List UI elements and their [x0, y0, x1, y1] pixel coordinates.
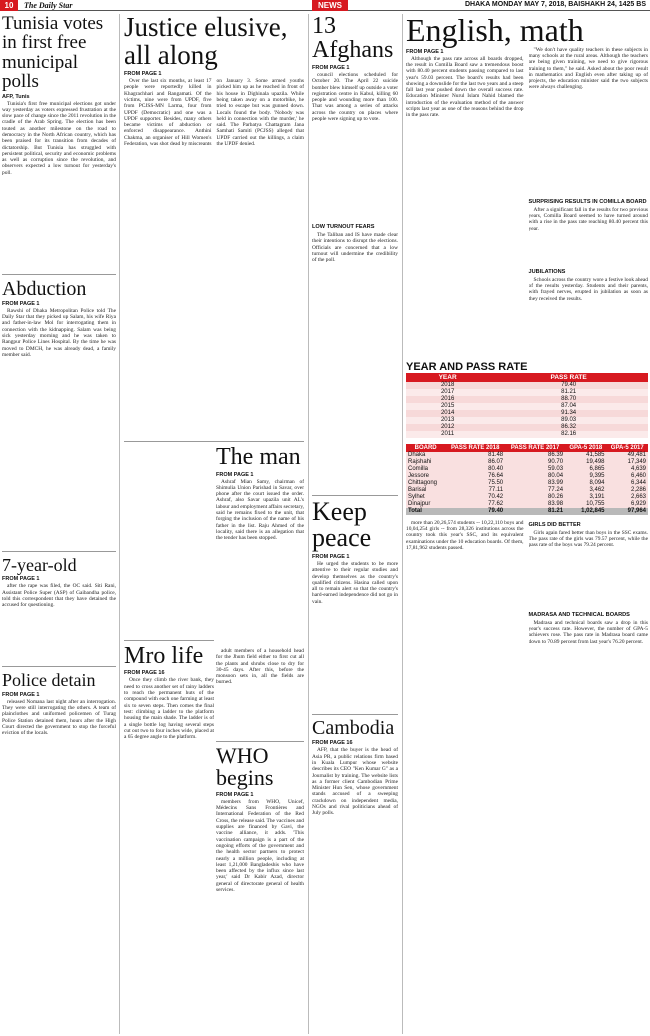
jump-source: FROM PAGE 1 [312, 64, 350, 71]
headline-the-man[interactable]: The man [216, 444, 301, 471]
table-cell: 76.64 [445, 473, 505, 480]
table-cell: 1,02,845 [565, 508, 606, 515]
table-row [406, 424, 648, 431]
table-cell: 49,481 [607, 452, 649, 459]
headline-mro-life[interactable]: Mro life [124, 643, 204, 669]
table-cell: 2017 [406, 389, 489, 396]
table-cell: Chittagong [406, 480, 445, 487]
table-cell: 6,460 [607, 473, 649, 480]
table-row [406, 508, 648, 515]
table-cell: 2011 [406, 431, 489, 438]
table-cell: Comilla [406, 466, 445, 473]
article-body-7-year-old: after the rape was filed, the OC said. Siti Rani, Assistant Police Super (ASP) of Gaibandha police, told this correspondent that they have detained the accused for questioning. [2, 583, 116, 609]
table-cell: 6,344 [607, 480, 649, 487]
section-label: NEWS [312, 0, 348, 11]
jump-source: FROM PAGE 16 [312, 740, 353, 747]
table-cell: Dhaka [406, 452, 445, 459]
column-header: GPA-5 2018 [565, 444, 606, 452]
article-body-13-afghans: council elections scheduled for October 20. The April 22 suicide bomber blew himself up outside a voter registration centre in Kabul, killing 60 people and wounding more than 100. That was among a series of attacks across the country on places where people were signing up to vote. [312, 71, 398, 123]
column-1 [2, 14, 120, 1034]
table-cell: 88.70 [489, 396, 648, 403]
table-row [406, 480, 648, 487]
table-row [406, 410, 648, 417]
table-cell: 9,395 [565, 473, 606, 480]
table-cell: 3,462 [565, 487, 606, 494]
table-cell: 2013 [406, 417, 489, 424]
column-2a [124, 640, 214, 1034]
article-body-keep-peace: He urged the students to be more attentive to their regular studies and develop themselves as the country's qualified citizens. Hasina called upon all to remain alert so that the country's hard-earned independence did not go in vain. [312, 560, 398, 605]
article-body-justice: Over the last six months, at least 17 people were reportedly killed in Khagrachhari and Rangamati. Of the victims, nine were from UPDF, five from PCJSS-MN Larma, four from UPDF (Democratic) and one was a UPDF supporter. Besides, many others became victims of abduction or enforced disappearance. Anthini Chakma, an organiser of Hill Women's Federation, was shot dead by miscreants on January 3. Some armed youths picked him up as he reached in front of his house in Dighinala upazila. While being taken away on a motorbike, he tried to escape but was gunned down. Locals found the body. 'Nobody was held in connection with the murder,' he said. The Parbatya Chattagram Jana Samhati Samiti (PCJSS) alleged that UPDF carried out the killings, a claim the UPDF denied. [124, 78, 304, 148]
jump-source: FROM PAGE 1 [2, 300, 40, 307]
table-cell: 75.50 [445, 480, 505, 487]
table-cell: 79.40 [489, 382, 648, 389]
article-body-police-detain: released Nomana last night after an interrogation. They were still interrogating the others. A team of plainclothes and uniformed policemen of Turag Police Station detained them, hours after the High Court directed the government to stop the forceful eviction of the locals. [2, 698, 116, 737]
column-3 [308, 14, 398, 1034]
table-cell: 81.21 [505, 508, 565, 515]
table-cell: 59.03 [505, 466, 565, 473]
subhead-jubilations: JUBILATIONS [528, 268, 566, 275]
table-cell: 2,286 [607, 487, 649, 494]
table-cell: 4,639 [607, 466, 649, 473]
table-cell: Jessore [406, 473, 445, 480]
headline-who-begins[interactable]: WHO begins [216, 743, 274, 791]
column-header: PASS RATE 2018 [445, 444, 505, 452]
table-cell: 6,865 [565, 466, 606, 473]
page-header [0, 0, 650, 11]
table-cell: 87.04 [489, 403, 648, 410]
jump-source: FROM PAGE 1 [312, 553, 350, 560]
table-cell: 41,585 [565, 452, 606, 459]
article-body-cambodia: AFP, that the buyer is the head of Asia PR, a public relations firm based in Kuala Lumpur whose website describes its CEO "Ken Kumar G" as a Journalist by training. The website lists as a former client Cambodian Prime Minister Hun Sen, whose government stands accused of a sweeping crackdown on independent media, NGOs and rival politicians ahead of July polls. [312, 747, 398, 817]
jump-source: FROM PAGE 1 [2, 691, 40, 698]
jump-source: FROM PAGE 1 [124, 71, 162, 78]
column-header: PASS RATE 2017 [505, 444, 565, 452]
table-row [406, 494, 648, 501]
table-row [406, 459, 648, 466]
dateline: AFP, Tunis [2, 93, 30, 100]
column-header: PASS RATE [489, 373, 648, 382]
table-cell: 91.34 [489, 410, 648, 417]
column-header: BOARD [406, 444, 445, 452]
table-cell: 17,349 [607, 459, 649, 466]
table-cell: 2018 [406, 382, 489, 389]
article-body-madrasa: Madrasa and technical boards saw a drop in this year's success rate. However, the number of GPA-5 achievers rose. The pass rate in Madrasa board came down to 70.89 percent from last year's 76.20 percent. [528, 619, 648, 645]
table-cell: 80.26 [505, 494, 565, 501]
column-header: GPA-5 2017 [607, 444, 649, 452]
board-results-table [406, 444, 648, 515]
headline-english-math[interactable]: English, math [406, 14, 584, 48]
article-body-the-man: Ashraf Mian Samy, chairman of Shimulia Union Parishad in Savar, over phone after the court issued the order. Ashraf, also Savar upazila unit AL's labour and employment affairs secretary, said he remains fixed to the unit, that forging the inclusion of the name of his father in the list. Raju Ahmed of the locality, said there is an allegation that the tender has been stopped. [216, 478, 304, 542]
headline-tunisia[interactable]: Tunisia votes in first free municipal polls [2, 14, 104, 93]
table-row [406, 396, 648, 403]
table-cell: 79.40 [445, 508, 505, 515]
article-body-tunisia: Tunisia's first free municipal elections got under way yesterday as voters expressed frustration at the slow pace of change since the 2011 revolution in the cradle of the Arab Spring. The election has been touted as another milestone on the road to democracy in the North African country, which has been praised for its transition from decades of dictatorship. But Tunisia has struggled with persistent political, security and economic problems as well as corruption since the revolution, and observers expected a low turnout for yesterday's poll. [2, 100, 116, 176]
table-cell: 86.07 [445, 459, 505, 466]
table-row [406, 417, 648, 424]
table-cell: 80.04 [505, 473, 565, 480]
article-body-mro-life-continued: adult members of a household head for the Jhum field either to first cut all the plants and shrubs close to dry for 30-45 days. After this, before the monsoon sets in, all the fields are burned. [216, 648, 304, 686]
article-body-girls: Girls again fared better than boys in the SSC exams. The pass rate of the girls was 79.57 percent, while the pass rate of the boys was 79.24 percent. [528, 529, 648, 549]
headline-justice-elusive[interactable]: Justice elusive, all along [124, 14, 288, 70]
jump-source: FROM PAGE 1 [216, 791, 254, 798]
column-2 [124, 14, 304, 634]
table-cell: Sylhet [406, 494, 445, 501]
table-cell: 3,191 [565, 494, 606, 501]
subhead-madrasa-technical: MADRASA AND TECHNICAL BOARDS [528, 611, 630, 618]
table-cell: 77.62 [445, 501, 505, 508]
article-body-13-afghans-2: The Taliban and IS have made clear their intentions to disrupt the elections. Officials are concerned that a low turnout will undermine the credibility of the poll. [312, 231, 398, 264]
headline-keep-peace[interactable]: Keep peace [312, 496, 372, 553]
table-cell: 82.16 [489, 431, 648, 438]
table-cell: 81.48 [445, 452, 505, 459]
headline-cambodia[interactable]: Cambodia [312, 716, 395, 739]
table-row [406, 473, 648, 480]
year-pass-rate-table [406, 373, 648, 438]
table-cell: 86.39 [505, 452, 565, 459]
table-cell: 10,755 [565, 501, 606, 508]
table-cell: 2012 [406, 424, 489, 431]
article-body-abduction: Rawshi of Dhaka Metropolitan Police told The Daily Star that they picked up Salam, his wife Riya and father-in-law Mol for interrogating them in connection with the kidnapping. Salam was being sick yesterday morning and he was taken to Rangpur Police Lines Hospital. By the time he was moved to DMCH, he was already dead, a family member said. [2, 307, 116, 358]
table-row [406, 389, 648, 396]
table-cell: 80.40 [445, 466, 505, 473]
article-body-mro-life: Once they climb the river bank, they need to cross another set of rainy ladders to reach the permanent huts of the compound with each one farming at least six to seven steps. Then comes the final test: climbing a ladder to the platform housing the main shade. The ladder is of a single bottle log having several steps cut out two to four inches wide, placed at a 65 degree angle to the platform. [124, 677, 214, 741]
article-body-english-math: Although the pass rate across all boards dropped, the result in Comilla Board saw a tremendous boost with 80.40 percent students passing compared to last year's 59.03 percent. The board's results had been showing a downslide for the last two years and a steep fall last year pushed down the overall success rate. Education Minister Nurul Islam Nahid blamed the introduction of the evaluation method of the answer scripts last year as one of the reasons behind the drop in the pass rate. [406, 55, 524, 119]
article-body-comilla: After a significant fall in the results for two previous years, Comilla Board seemed to have turned around with a rise in the pass rate reaching 80.40 percent this year. [528, 206, 648, 232]
table-cell: 90.70 [505, 459, 565, 466]
table-cell: 2016 [406, 396, 489, 403]
table-row [406, 487, 648, 494]
article-body-jubilations: Schools across the country wore a festive look ahead of the results yesterday. Students and their parents, with frayed nerves, erupted in jubilation as soon as they received the results. [528, 276, 648, 302]
table-cell: 70.42 [445, 494, 505, 501]
table-cell: 97,964 [607, 508, 649, 515]
table-row [406, 452, 648, 459]
table-cell: Rajshahi [406, 459, 445, 466]
table-cell: 2014 [406, 410, 489, 417]
column-4 [402, 14, 648, 1034]
table-cell: 6,929 [607, 501, 649, 508]
table-cell: 83.98 [505, 501, 565, 508]
table-row [406, 382, 648, 389]
jump-source: FROM PAGE 1 [216, 471, 254, 478]
table-cell: Barisal [406, 487, 445, 494]
table-cell: 86.32 [489, 424, 648, 431]
jump-source: FROM PAGE 16 [124, 670, 165, 677]
jump-source: FROM PAGE 1 [2, 576, 40, 583]
table-title-year-pass-rate: YEAR AND PASS RATE [406, 360, 528, 373]
headline-abduction[interactable]: Abduction [2, 277, 87, 300]
subhead-surprising-results: SURPRISING RESULTS IN COMILLA BOARD [528, 198, 647, 205]
table-cell: Total [406, 508, 445, 515]
page-number: 10 [0, 0, 18, 11]
table-cell: 83.99 [505, 480, 565, 487]
article-body-english-math-3: more than 20,26,574 students -- 10,22,110 boys and 10,04,254 girls -- from 28,326 institutions across the country took this year's SSC, and its equivalent examinations under the 10 education boards. Of them, 17,81,962 students passed. [406, 519, 524, 551]
headline-7-year-old[interactable]: 7-year-old [2, 554, 77, 575]
issue-date: DHAKA MONDAY MAY 7, 2018, BAISHAKH 24, 1425 BS [464, 1, 646, 8]
table-row [406, 431, 648, 438]
jump-source: FROM PAGE 1 [406, 48, 444, 55]
table-cell: 2,663 [607, 494, 649, 501]
subhead-girls-did-better: GIRLS DID BETTER [528, 521, 581, 528]
column-header: YEAR [406, 373, 489, 382]
article-body-english-math-2: "We don't have quality teachers in these subjects in many schools at the rural areas. Although the teachers are being given training, we need to give rigorous training to them," he said. Asked about the poor result in mathematics and English even after taking up of projects, the education minister said the two subjects were always challenging. [528, 46, 648, 91]
table-cell: 77.24 [505, 487, 565, 494]
table-cell: 2015 [406, 403, 489, 410]
subhead-low-turnout: LOW TURNOUT FEARS [312, 223, 375, 230]
headline-police-detain[interactable]: Police detain [2, 670, 96, 691]
article-body-who-begins: members from WHO, Unicef, Médecins Sans Frontières and International Federation of the Red Cross, the release said. The vaccines and supplies are financed by Gavi, the vaccine alliance, it adds. 'This vaccination campaign is a part of the ongoing efforts of the government and the health sector partners to protect nearly a million people, including at least 1,21,000 Bangladeshis who have been affected by the influx since last year,' said Dr Kabir Azad, director general of directorate general of health services. [216, 798, 304, 894]
column-2b [216, 640, 304, 1034]
table-cell: 8,094 [565, 480, 606, 487]
table-row [406, 403, 648, 410]
table-row [406, 466, 648, 473]
table-row [406, 501, 648, 508]
headline-13-afghans[interactable]: 13 Afghans [312, 14, 394, 64]
table-cell: Dinajpur [406, 501, 445, 508]
table-cell: 81.21 [489, 389, 648, 396]
table-cell: 19,498 [565, 459, 606, 466]
masthead: The Daily Star [24, 0, 73, 10]
table-cell: 89.03 [489, 417, 648, 424]
table-cell: 77.11 [445, 487, 505, 494]
